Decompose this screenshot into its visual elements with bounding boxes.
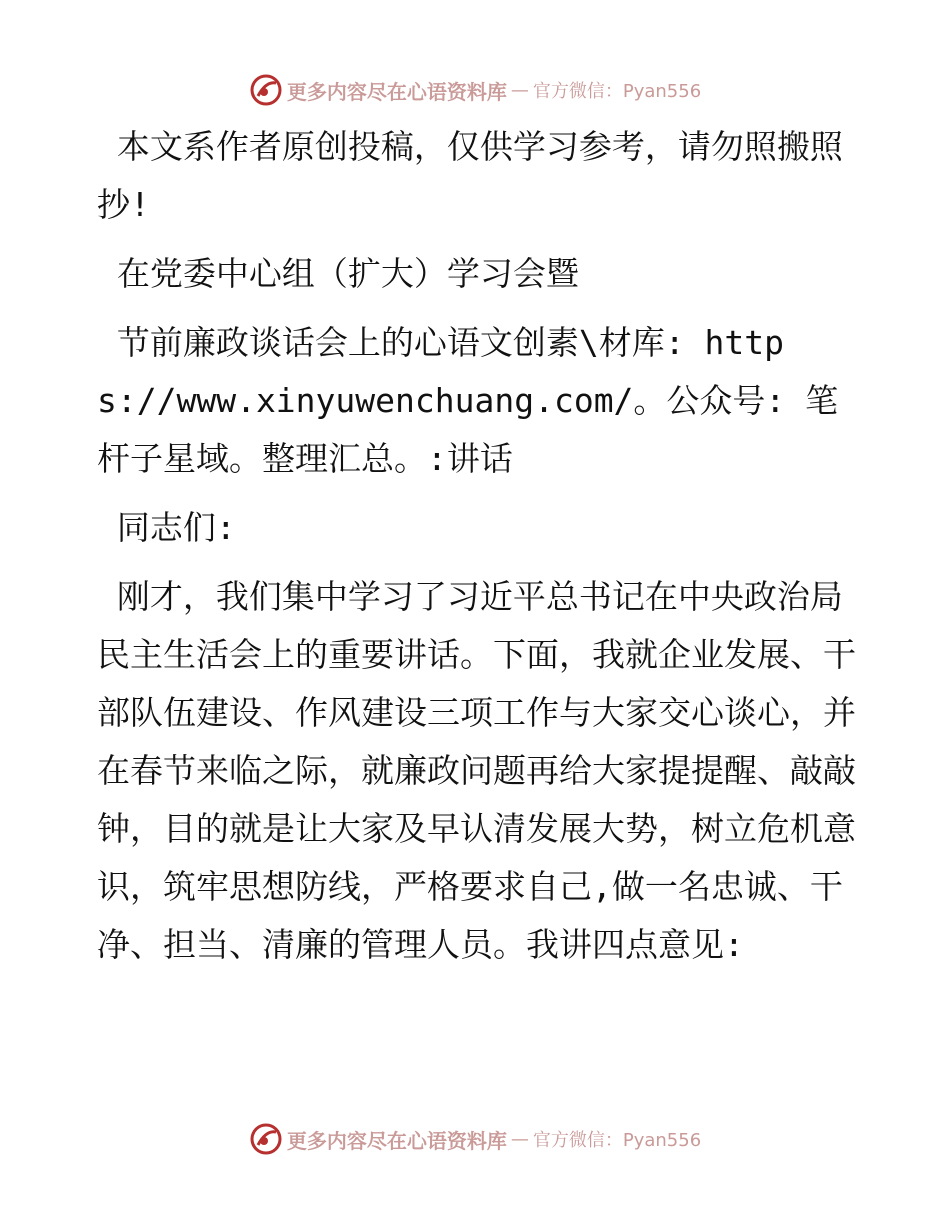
- body-paragraph: 刚才，我们集中学习了习近平总书记在中央政治局民主生活会上的重要讲话。下面，我就企业发展、干部队伍建设、作风建设三项工作与大家交心谈心，并在春节来临之际，就廉政问题再给大家提提醒、敲敲钟，目的就是让大家及早认清发展大势，树立危机意识，筑牢思想防线，严格要求自己,做一名忠诚、干净、担当、清廉的管理人员。我讲四点意见:: [97, 577, 856, 964]
- watermark-main-text: 更多内容尽在心语资料库: [286, 1128, 507, 1153]
- red-ink-seal-logo-icon: [249, 1122, 283, 1156]
- footer-watermark: [0, 1119, 950, 1159]
- watermark-sub-text: 官方微信：Pyan556: [532, 1130, 702, 1151]
- notice-paragraph: 本文系作者原创投稿，仅供学习参考，请勿照搬照抄!: [97, 127, 843, 224]
- salutation: 同志们:: [97, 508, 236, 547]
- title-line-2: 节前廉政谈话会上的心语文创素\材库: https://www.xinyuwenchuang.com/。公众号: 笔杆子星域。整理汇总。:讲话: [97, 323, 839, 478]
- watermark-main-text: 更多内容尽在心语资料库: [286, 79, 507, 104]
- title-line-1: 在党委中心组（扩大）学习会暨: [97, 254, 579, 293]
- header-watermark: [0, 70, 950, 110]
- watermark-dash: —: [510, 1128, 529, 1150]
- red-ink-seal-logo-icon: [249, 73, 283, 107]
- document-body: [97, 118, 857, 974]
- watermark-sub-text: 官方微信：Pyan556: [532, 81, 702, 102]
- watermark-dash: —: [510, 79, 529, 101]
